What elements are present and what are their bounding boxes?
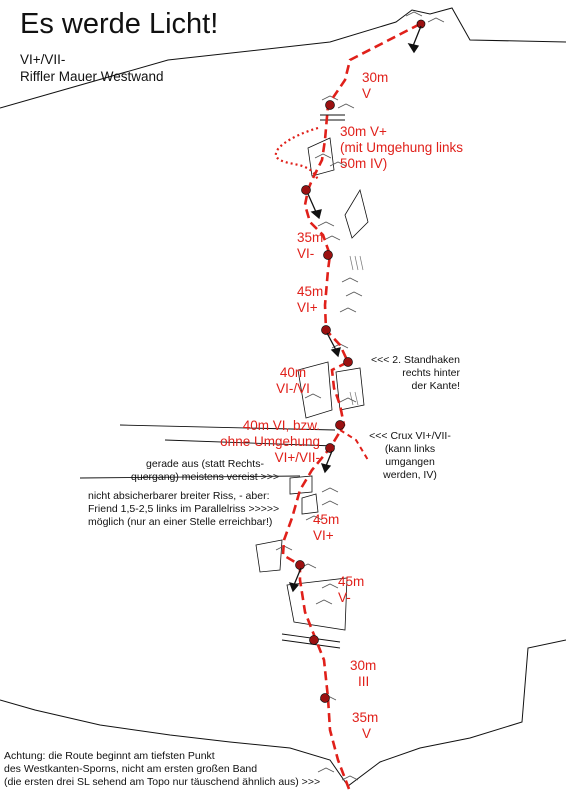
belay-anchor: [324, 251, 333, 260]
pitch-label-grade: VI-: [297, 246, 315, 261]
pitch-label-grade: VI+: [297, 300, 318, 315]
pitch-label-grade: VI-/VI: [276, 381, 310, 396]
note-gerade-aus: gerade aus (statt Rechts- quergang) meistens vereist >>>: [131, 458, 279, 483]
pitch-label-grade: V: [362, 86, 372, 101]
page-title: Es werde Licht!: [20, 8, 219, 40]
belay-anchor: [302, 186, 311, 195]
pitch-label-length: 35m: [297, 230, 324, 245]
pitch-label-length: 45m: [313, 512, 340, 527]
belay-anchor: [326, 101, 335, 110]
pitch-label-length: 40m: [279, 365, 307, 380]
pitch-label-grade: V: [362, 726, 372, 741]
note-riss: nicht absicherbarer breiter Riss, - aber: Friend 1,5-2,5 links im Parallelriss >>>>> möglich (nur an einer Stelle erreichbar!): [88, 490, 280, 528]
pitch-label-grade: VI+: [313, 528, 334, 543]
pitch-label-grade: III: [358, 674, 370, 689]
note-standhaken: <<< 2. Standhaken rechts hinter der Kante!: [370, 354, 460, 392]
wall-name: Riffler Mauer Westwand: [20, 69, 164, 84]
pitch-label-length: 30m: [350, 658, 377, 673]
pitch-label-length: 40m VI, bzw.: [242, 418, 320, 433]
pitch-label-grade: ohne Umgehung: [220, 434, 320, 449]
note-crux: <<< Crux VI+/VII- (kann links umgangen werden, IV): [369, 430, 451, 481]
belay-anchor: [321, 694, 330, 703]
belay-anchor: [326, 444, 335, 453]
pitch-label-extra: 50m IV): [340, 156, 388, 171]
pitch-label-grade: (mit Umgehung links: [340, 140, 464, 155]
pitch-label-extra: VI+/VII-: [274, 450, 320, 465]
note-achtung: Achtung: die Route beginnt am tiefsten Punkt des Westkanten-Sporns, nicht am ersten großen Band (die ersten drei SL sehend am Topo nur täuschend ähnlich aus) >>>: [4, 750, 321, 788]
belay-anchor: [322, 326, 331, 335]
pitch-label-length: 45m: [338, 574, 365, 589]
belay-anchor: [310, 636, 319, 645]
belay-anchor: [336, 421, 345, 430]
pitch-label-length: 35m: [352, 710, 379, 725]
pitch-label-length: 45m: [297, 284, 324, 299]
pitch-label-length: 30m V+: [340, 124, 387, 139]
belay-anchor: [296, 561, 305, 570]
pitch-label-length: 30m: [362, 70, 389, 85]
pitch-label-grade: V-: [338, 590, 351, 605]
route-grade: VI+/VII-: [20, 52, 66, 67]
